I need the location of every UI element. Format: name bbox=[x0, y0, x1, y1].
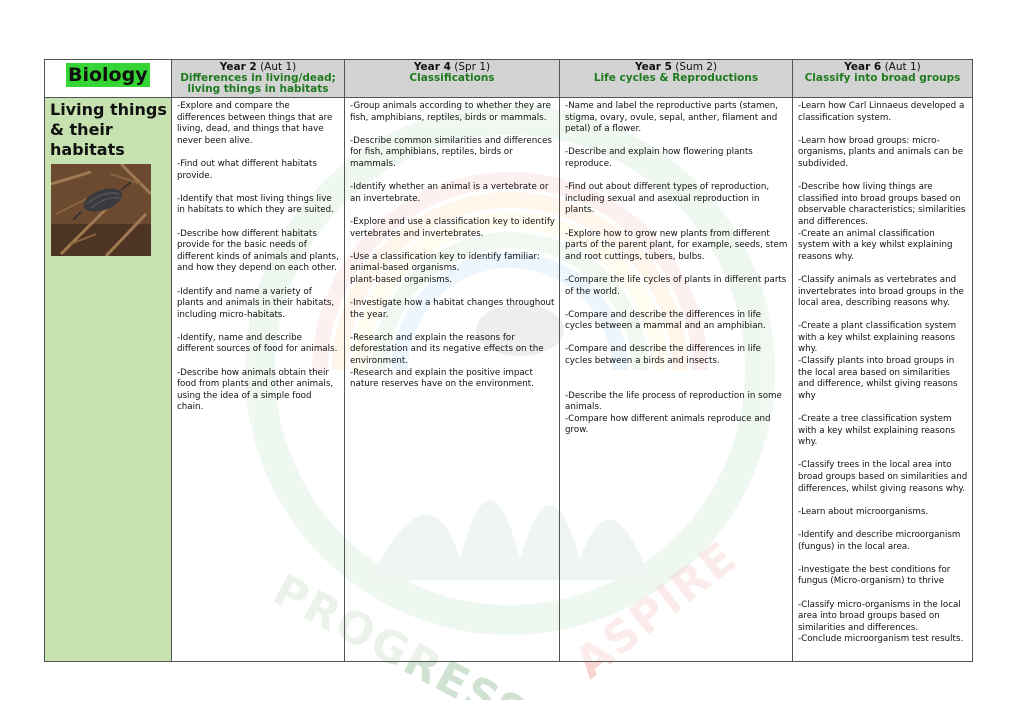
row-title-cell bbox=[45, 98, 172, 662]
objective-item: -Conclude microorganism test results. bbox=[798, 634, 964, 645]
year-label: Year 6 bbox=[844, 61, 882, 73]
content-row bbox=[45, 98, 973, 662]
topic-label: Differences in living/dead; living things in habitats bbox=[180, 72, 336, 95]
objective-item: -Research and explain the positive impact nature reserves have on the environment. bbox=[350, 367, 534, 390]
topic-label: Classifications bbox=[409, 72, 495, 84]
term-label: (Aut 1) bbox=[260, 61, 297, 73]
objective-item: -Group animals according to whether they are fish, amphibians, reptiles, birds or mammals. bbox=[350, 101, 551, 123]
objective-item: -Identify and name a variety of plants and animals in their habitats, including micro-habitats. bbox=[177, 286, 335, 320]
column-header-year5 bbox=[560, 60, 793, 98]
objective-item: -Compare how different animals reproduce and grow. bbox=[565, 413, 771, 436]
year2-content-cell bbox=[172, 98, 345, 662]
objective-item: -Compare and describe the differences in life cycles between a mammal and an amphibian. bbox=[565, 309, 766, 332]
objective-item: -Describe how living things are classified into broad groups based on observable characteristics; similarities and differences. bbox=[798, 182, 966, 227]
objective-item: -Describe common similarities and differences for fish, amphibians, reptiles, birds or mammals. bbox=[350, 135, 552, 169]
objective-item: -Describe the life process of reproduction in some animals. bbox=[565, 390, 782, 413]
topic-label: Life cycles & Reproductions bbox=[593, 72, 759, 84]
objective-item: -Learn how Carl Linnaeus developed a classification system. bbox=[798, 101, 965, 123]
objective-item: -Describe how animals obtain their food from plants and other animals, using the idea of a simple food chain. bbox=[177, 367, 334, 413]
objective-item: -Create a plant classification system with a key whilst explaining reasons why. bbox=[798, 321, 957, 355]
topic-label: Classify into broad groups bbox=[804, 72, 961, 84]
objective-item: -Find out about different types of reproduction, including sexual and asexual reproduction in plants. bbox=[565, 182, 770, 216]
curriculum-table bbox=[44, 59, 973, 662]
objective-item: -Name and label the reproductive parts (stamen, stigma, ovary, ovule, sepal, anther, filament and petal) of a flower. bbox=[565, 101, 779, 135]
woodlouse-photo bbox=[51, 164, 151, 256]
header-row bbox=[45, 60, 973, 98]
year-label: Year 2 bbox=[219, 61, 257, 73]
term-label: (Aut 1) bbox=[884, 61, 921, 73]
year-label: Year 5 bbox=[634, 61, 672, 73]
objective-item: -Learn about microorganisms. bbox=[798, 506, 929, 517]
objective-list bbox=[345, 98, 559, 391]
objective-item: -Find out what different habitats provide. bbox=[177, 158, 317, 181]
year-label: Year 4 bbox=[413, 61, 451, 73]
objective-item: -Classify plants into broad groups in the local area based on similarities and difference, whilst giving reasons why bbox=[798, 356, 958, 401]
objective-item: -Classify micro-organisms in the local area into broad groups based on similarities and differences. bbox=[798, 599, 961, 633]
objective-item: -Explore and use a classification key to identify vertebrates and invertebrates. bbox=[350, 216, 555, 239]
objective-item: plant-based organisms. bbox=[350, 274, 453, 285]
term-label: (Sum 2) bbox=[675, 61, 718, 73]
column-header-year6 bbox=[793, 60, 973, 98]
objective-item: -Learn how broad groups: micro-organisms, plants and animals can be subdivided. bbox=[798, 135, 964, 169]
objective-item: -Investigate the best conditions for fungus (Micro-organism) to thrive bbox=[798, 564, 951, 587]
objective-item: -Describe and explain how flowering plants reproduce. bbox=[565, 147, 753, 169]
objective-item: -Classify animals as vertebrates and invertebrates into broad groups in the local area, describing reasons why. bbox=[798, 274, 964, 309]
year5-content-cell bbox=[560, 98, 793, 662]
objective-item: -Create a tree classification system with a key whilst explaining reasons why. bbox=[798, 414, 956, 448]
objective-item: -Research and explain the reasons for deforestation and its negative effects on the environment. bbox=[350, 332, 544, 367]
objective-item: -Identify that most living things live in habitats to which they are suited. bbox=[177, 193, 334, 216]
subject-cell bbox=[45, 60, 172, 98]
term-label: (Spr 1) bbox=[454, 61, 491, 73]
objective-item: -Compare and describe the differences in life cycles between a birds and insects. bbox=[565, 344, 762, 367]
objective-item: -Explore how to grow new plants from different parts of the parent plant, for example, seeds, stem and root cuttings, tubers, bulbs. bbox=[565, 228, 788, 262]
column-header-year2 bbox=[172, 60, 345, 98]
objective-item: -Identify, name and describe different sources of food for animals. bbox=[177, 332, 338, 355]
row-title: Living things & their habitats bbox=[50, 100, 167, 159]
objective-item: -Identify and describe microorganism (fungus) in the local area. bbox=[798, 529, 961, 552]
objective-list bbox=[172, 98, 344, 414]
objective-list bbox=[560, 98, 792, 437]
objective-item: -Explore and compare the differences between things that are living, dead, and things that have never been alive. bbox=[177, 101, 333, 146]
objective-item: -Investigate how a habitat changes throughout the year. bbox=[350, 298, 555, 320]
year4-content-cell bbox=[345, 98, 560, 662]
objective-item: -Identify whether an animal is a vertebrate or an invertebrate. bbox=[350, 182, 549, 204]
subject-badge: Biology bbox=[68, 64, 148, 86]
objective-item: -Compare the life cycles of plants in different parts of the world. bbox=[565, 274, 787, 297]
objective-item: -Classify trees in the local area into broad groups based on similarities and differences, whilst giving reasons why. bbox=[798, 460, 968, 494]
column-header-year4 bbox=[345, 60, 560, 98]
year6-content-cell bbox=[793, 98, 973, 662]
objective-list bbox=[793, 98, 972, 646]
objective-item: -Create an animal classification system with a key whilst explaining reasons why. bbox=[798, 228, 953, 262]
objective-item: -Use a classification key to identify familiar: animal-based organisms. bbox=[350, 251, 540, 274]
objective-item: -Describe how different habitats provide for the basic needs of different kinds of animals and plants, and how they depend on each other. bbox=[177, 228, 339, 274]
